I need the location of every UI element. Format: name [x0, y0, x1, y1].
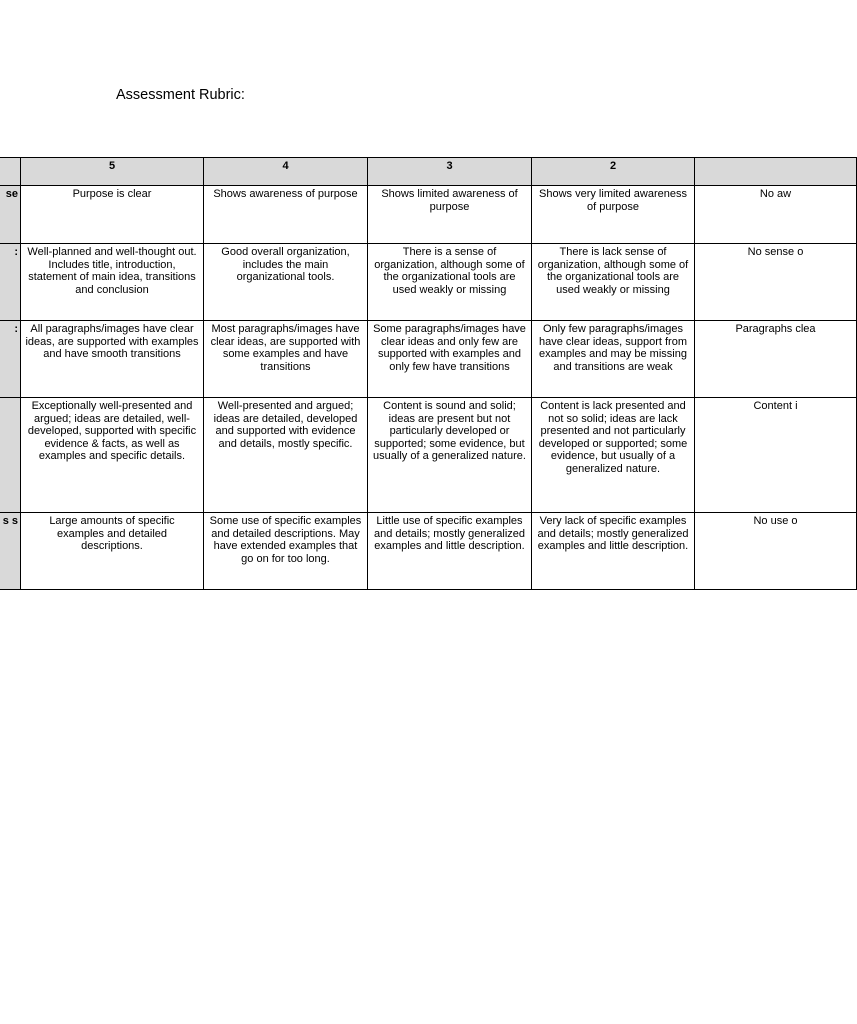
rubric-cell: Only few paragraphs/images have clear ideas, support from examples and may be missing and transitions are weak — [532, 321, 695, 398]
rubric-row-content — [0, 398, 857, 513]
rubric-cell: Content i — [695, 398, 857, 513]
document-title: Assessment Rubric: — [116, 87, 245, 103]
rubric-row-purpose — [0, 186, 857, 244]
rubric-cell: No use o — [695, 513, 857, 590]
score-header-2: 2 — [532, 158, 695, 186]
rubric-cell: Very lack of specific examples and details; mostly generalized examples and little description. — [532, 513, 695, 590]
rubric-table — [0, 157, 857, 590]
rubric-cell: Little use of specific examples and details; mostly generalized examples and little description. — [368, 513, 532, 590]
rubric-row-organization — [0, 244, 857, 321]
rubric-row-paragraphs — [0, 321, 857, 398]
criterion-label: s s — [0, 513, 21, 590]
rubric-cell: Shows very limited awareness of purpose — [532, 186, 695, 244]
criterion-label: : — [0, 244, 21, 321]
rubric-cell: Large amounts of specific examples and detailed descriptions. — [21, 513, 204, 590]
rubric-cell: Some use of specific examples and detailed descriptions. May have extended examples that go on for too long. — [204, 513, 368, 590]
rubric-cell: Purpose is clear — [21, 186, 204, 244]
rubric-cell: Content is sound and solid; ideas are present but not particularly developed or supported; some evidence, but usually of a generalized nature. — [368, 398, 532, 513]
rubric-cell: Most paragraphs/images have clear ideas, are supported with some examples and have transitions — [204, 321, 368, 398]
rubric-cell: No aw — [695, 186, 857, 244]
score-header-3: 3 — [368, 158, 532, 186]
rubric-cell: Well-planned and well-thought out. Includes title, introduction, statement of main idea, transitions and conclusion — [21, 244, 204, 321]
rubric-cell: All paragraphs/images have clear ideas, are supported with examples and have smooth transitions — [21, 321, 204, 398]
score-header-4: 4 — [204, 158, 368, 186]
criterion-label — [0, 398, 21, 513]
rubric-cell: There is lack sense of organization, although some of the organizational tools are used weakly or missing — [532, 244, 695, 321]
rubric-cell: Content is lack presented and not so solid; ideas are lack presented and not particularly developed or supported; some evidence, but usually of a generalized nature. — [532, 398, 695, 513]
rubric-cell: Paragraphs clea — [695, 321, 857, 398]
rubric-header-row — [0, 158, 857, 186]
score-header-5: 5 — [21, 158, 204, 186]
criterion-label: : — [0, 321, 21, 398]
rubric-cell: Well-presented and argued; ideas are detailed, developed and supported with evidence and details, mostly specific. — [204, 398, 368, 513]
score-header-1 — [695, 158, 857, 186]
criterion-header-cell — [0, 158, 21, 186]
rubric-cell: Exceptionally well-presented and argued; ideas are detailed, well-developed, supported with specific evidence & facts, as well as examples and specific details. — [21, 398, 204, 513]
rubric-cell: There is a sense of organization, although some of the organizational tools are used weakly or missing — [368, 244, 532, 321]
rubric-cell: Shows awareness of purpose — [204, 186, 368, 244]
rubric-cell: Some paragraphs/images have clear ideas and only few are supported with examples and only few have transitions — [368, 321, 532, 398]
rubric-cell: No sense o — [695, 244, 857, 321]
criterion-label: se — [0, 186, 21, 244]
rubric-cell: Good overall organization, includes the main organizational tools. — [204, 244, 368, 321]
rubric-table-viewport — [0, 157, 816, 589]
rubric-cell: Shows limited awareness of purpose — [368, 186, 532, 244]
rubric-row-examples — [0, 513, 857, 590]
